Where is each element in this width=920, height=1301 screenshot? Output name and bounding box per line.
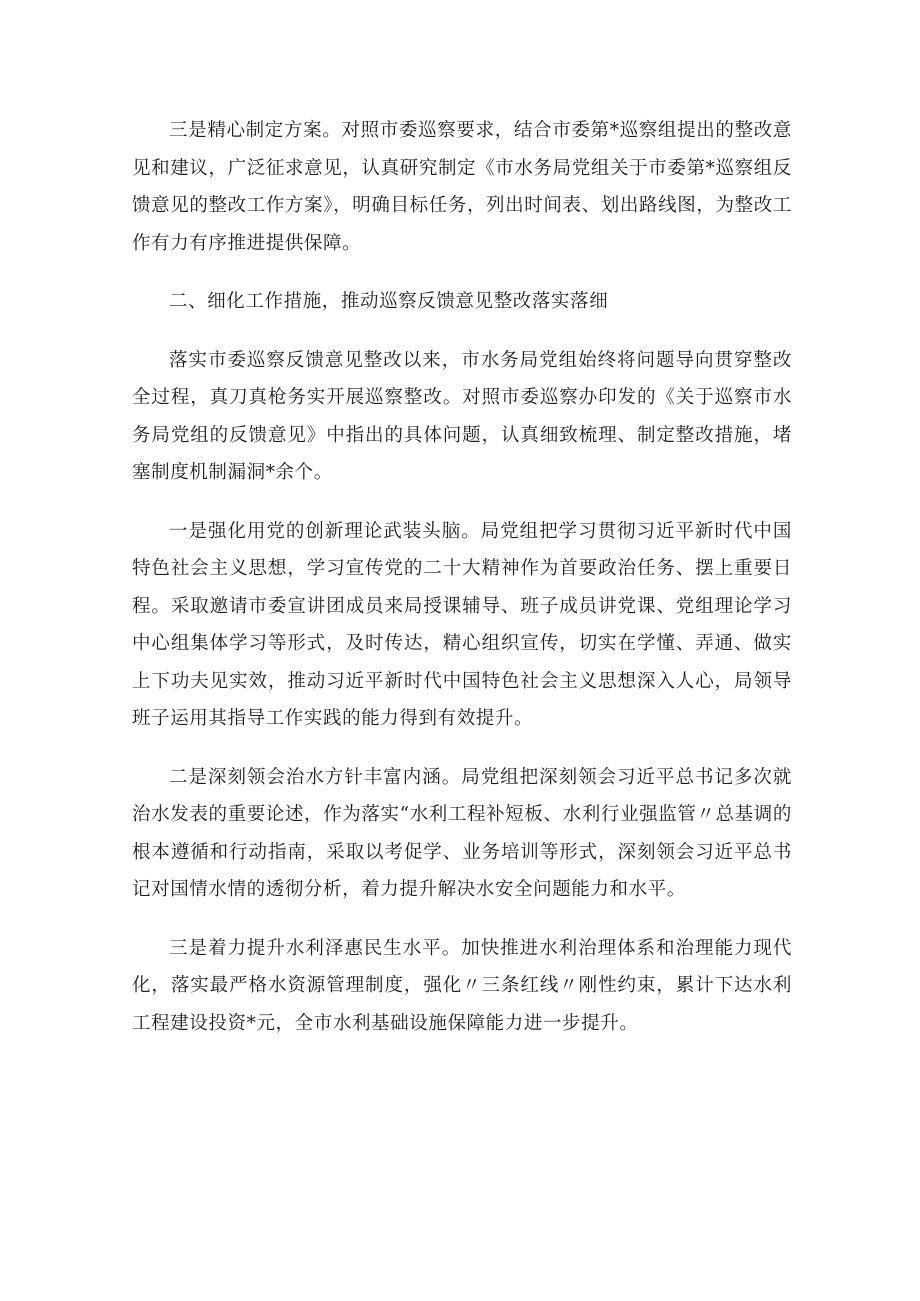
- paragraph-livelihood: 三是着力提升水利泽惠民生水平。加快推进水利治理体系和治理能力现代化，落实最严格水资源管理制度，强化〃三条红线〃刚性约束，累计下达水利工程建设投资*元，全市水利基础设施保障能力进一步提升。: [132, 937, 792, 1034]
- document-body: [132, 112, 792, 1042]
- section-heading: 二、细化工作措施，推动巡察反馈意见整改落实落细: [169, 291, 609, 312]
- paragraph-water-policy: 二是深刻领会治水方针丰富内涵。局党组把深刻领会习近平总书记多次就治水发表的重要论述，作为落实“水利工程补短板、水利行业强监管〃总基调的根本遵循和行动指南，采取以考促学、业务培训等形式，深刻领会习近平总书记对国情水情的透彻分析，着力提升解决水安全问题能力和水平。: [132, 766, 792, 900]
- paragraph-plan: 三是精心制定方案。对照市委巡察要求，结合市委第*巡察组提出的整改意见和建议，广泛征求意见，认真研究制定《市水务局党组关于市委第*巡察组反馈意见的整改工作方案》，明确目标任务，列出时间表、划出路线图，为整改工作有力有序推进提供保障。: [132, 120, 792, 254]
- paragraph-theory: 一是强化用党的创新理论武装头脑。局党组把学习贯彻习近平新时代中国特色社会主义思想，学习宣传党的二十大精神作为首要政治任务、摆上重要日程。采取邀请市委宣讲团成员来局授课辅导、班子成员讲党课、党组理论学习中心组集体学习等形式，及时传达，精心组织宣传，切实在学懂、弄通、做实上下功夫见实效，推动习近平新时代中国特色社会主义思想深入人心，局领导班子运用其指导工作实践的能力得到有效提升。: [132, 520, 792, 729]
- paragraph-rectification: 落实市委巡察反馈意见整改以来，市水务局党组始终将问题导向贯穿整改全过程，真刀真枪务实开展巡察整改。对照市委巡察办印发的《关于巡察市水务局党组的反馈意见》中指出的具体问题，认真细致梳理、制定整改措施，堵塞制度机制漏洞*余个。: [132, 349, 792, 483]
